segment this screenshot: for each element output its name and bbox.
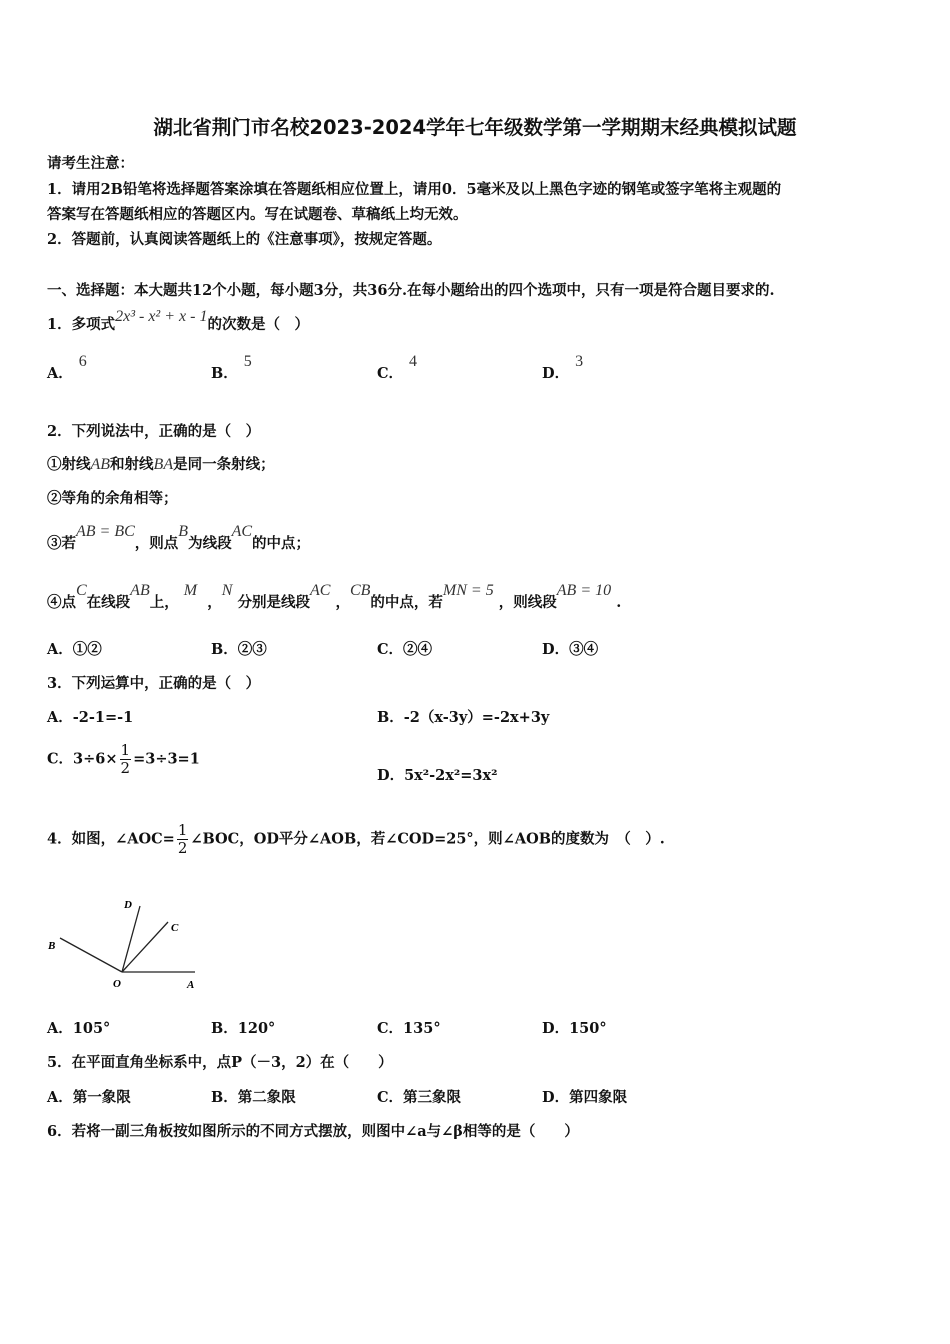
q2-statement-2: ②等角的余角相等； <box>47 490 178 507</box>
label-b: B <box>48 940 56 952</box>
question-1 <box>47 308 309 334</box>
q2-option-a[interactable]: A．①② <box>47 641 102 658</box>
q1-post: 的次数是（ ） <box>207 316 309 333</box>
q5-option-b[interactable]: B．第二象限 <box>211 1089 296 1106</box>
notice-line-1b: 答案写在答题纸相应的答题区内。写在试题卷、草稿纸上均无效。 <box>47 206 468 223</box>
ray-ob <box>60 938 122 972</box>
q4-option-a[interactable]: A．105° <box>47 1020 111 1037</box>
q4-option-b[interactable]: B．120° <box>211 1020 276 1037</box>
question-5: 5．在平面直角坐标系中，点P（－3，2）在（ ） <box>47 1054 393 1071</box>
q1-option-c[interactable]: C．4 <box>377 353 418 382</box>
q1-option-b[interactable]: B．5 <box>211 353 252 382</box>
q1-option-a[interactable]: A．6 <box>47 353 87 382</box>
q5-option-c[interactable]: C．第三象限 <box>377 1089 462 1106</box>
q3-option-b[interactable]: B．-2（x-3y）=-2x+3y <box>377 709 550 726</box>
q4-fraction: $\frac{1}{2}$ <box>177 821 188 857</box>
question-6: 6．若将一副三角板按如图所示的不同方式摆放，则图中∠a与∠β相等的是（ ） <box>47 1123 579 1140</box>
question-2: 2．下列说法中，正确的是（ ） <box>47 423 261 440</box>
q4-option-c[interactable]: C．135° <box>377 1020 441 1037</box>
q2-statement-3: ③若AB = BC，则点B为线段AC的中点； <box>47 523 311 552</box>
label-c: C <box>171 922 179 934</box>
q1-option-d[interactable]: D．3 <box>542 353 584 382</box>
label-o: O <box>113 978 121 990</box>
q5-option-a[interactable]: A．第一象限 <box>47 1089 131 1106</box>
q3-fraction: $\frac{1}{2}$ <box>120 741 131 777</box>
q3-option-c[interactable]: C．3÷6× $\frac{1}{2}$ =3÷3=1 <box>47 741 200 777</box>
q1-pre: 1．多项式 <box>47 316 116 333</box>
q5-option-d[interactable]: D．第四象限 <box>542 1089 628 1106</box>
q2-option-d[interactable]: D．③④ <box>542 641 599 658</box>
q3-option-a[interactable]: A．-2-1=-1 <box>47 709 134 726</box>
notice-line-1a: 1．请用2B铅笔将选择题答案涂填在答题纸相应位置上，请用0．5毫米及以上黑色字迹的钢笔或签字笔将主观题的 <box>47 181 782 198</box>
q1-expression: 2x³ - x² + x - 1 <box>115 308 208 325</box>
q2-option-c[interactable]: C．②④ <box>377 641 433 658</box>
page-title: 湖北省荆门市名校2023-2024学年七年级数学第一学期期末经典模拟试题 <box>153 116 797 139</box>
q2-option-b[interactable]: B．②③ <box>211 641 267 658</box>
label-a: A <box>187 979 195 991</box>
q2-statement-4: ④点C在线段AB上， M ，N 分别是线段AC ，CB的中点，若MN = 5 ，则线段AB = 10 . <box>47 582 622 611</box>
q4-option-d[interactable]: D．150° <box>542 1020 607 1037</box>
q3-option-d[interactable]: D．5x²-2x²=3x² <box>377 767 498 784</box>
section-heading: 一、选择题：本大题共12个小题，每小题3分，共36分.在每小题给出的四个选项中，只有一项是符合题目要求的. <box>47 282 775 299</box>
notice-line-2: 2．答题前，认真阅读答题纸上的《注意事项》，按规定答题。 <box>47 231 442 248</box>
q2-statement-1: ①射线AB和射线BA是同一条射线； <box>47 456 275 473</box>
question-3: 3．下列运算中，正确的是（ ） <box>47 675 261 692</box>
question-4: 4．如图，∠AOC= $\frac{1}{2}$ ∠BOC，OD平分∠AOB，若∠COD=25°，则∠AOB的度数为 （ ）. <box>47 821 665 857</box>
angle-figure <box>40 890 210 1000</box>
notice-heading: 请考生注意： <box>47 155 134 172</box>
label-d: D <box>124 899 132 911</box>
